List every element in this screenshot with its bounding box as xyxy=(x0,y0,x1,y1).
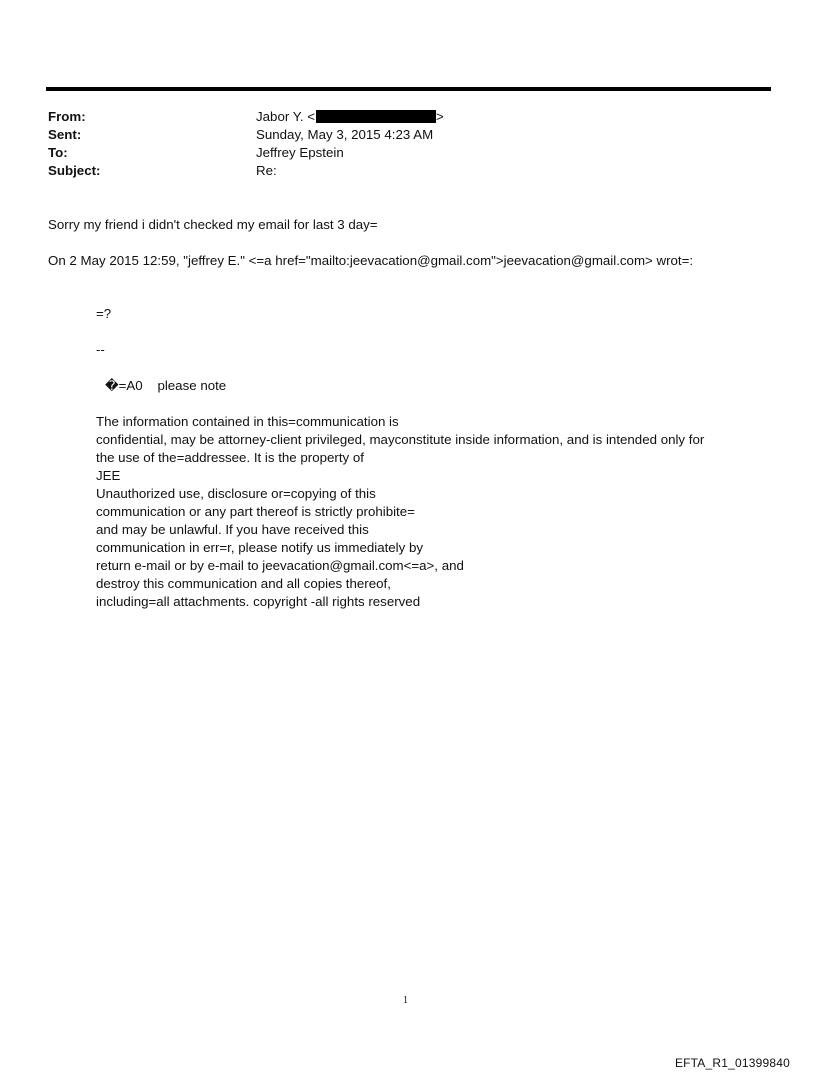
header-divider xyxy=(46,87,771,91)
from-label: From: xyxy=(48,109,86,124)
subject-label: Subject: xyxy=(48,163,101,178)
disclaimer-line: Unauthorized use, disclosure or=copying of this xyxy=(96,486,376,501)
disclaimer-line: destroy this communication and all copies thereof, xyxy=(96,576,391,591)
redaction-bar xyxy=(316,110,436,123)
from-value xyxy=(256,108,444,126)
quoted-please-note: �=A0 please note xyxy=(105,378,227,393)
sent-label: Sent: xyxy=(48,127,82,142)
confidentiality-disclaimer xyxy=(96,413,776,611)
to-label: To: xyxy=(48,145,68,160)
body-quote-attribution: On 2 May 2015 12:59, "jeffrey E." <=a href="mailto:jeevacation@gmail.com">jeevacation@gmail.com> wrot=: xyxy=(48,253,694,268)
from-bracket: > xyxy=(436,109,444,124)
disclaimer-line: return e-mail or by e-mail to jeevacation@gmail.com<=a>, and xyxy=(96,558,464,573)
quoted-eq-line: =? xyxy=(96,306,112,321)
disclaimer-line: The information contained in this=communication is xyxy=(96,414,399,429)
disclaimer-line: JEE xyxy=(96,468,121,483)
subject-row xyxy=(48,162,748,180)
disclaimer-line: the use of the=addressee. It is the property of xyxy=(96,450,364,465)
disclaimer-line: including=all attachments. copyright -all rights reserved xyxy=(96,594,421,609)
disclaimer-line: confidential, may be attorney-client privileged, mayconstitute inside information, and is intended only for xyxy=(96,432,705,447)
from-name: Jabor Y. < xyxy=(256,109,316,124)
disclaimer-line: and may be unlawful. If you have received this xyxy=(96,522,369,537)
disclaimer-line: communication or any part thereof is strictly prohibite= xyxy=(96,504,415,519)
body-reply-line: Sorry my friend i didn't checked my email for last 3 day= xyxy=(48,217,378,232)
to-row xyxy=(48,144,748,162)
disclaimer-line: communication in err=r, please notify us immediately by xyxy=(96,540,424,555)
from-row xyxy=(48,108,748,126)
email-header xyxy=(48,108,748,180)
quoted-signature-separator: -- xyxy=(96,342,105,357)
document-id: EFTA_R1_01399840 xyxy=(674,1056,790,1070)
page-number: 1 xyxy=(403,995,408,1006)
subject-value: Re: xyxy=(256,163,277,178)
sent-row xyxy=(48,126,748,144)
to-value: Jeffrey Epstein xyxy=(256,145,344,160)
sent-value: Sunday, May 3, 2015 4:23 AM xyxy=(256,127,434,142)
